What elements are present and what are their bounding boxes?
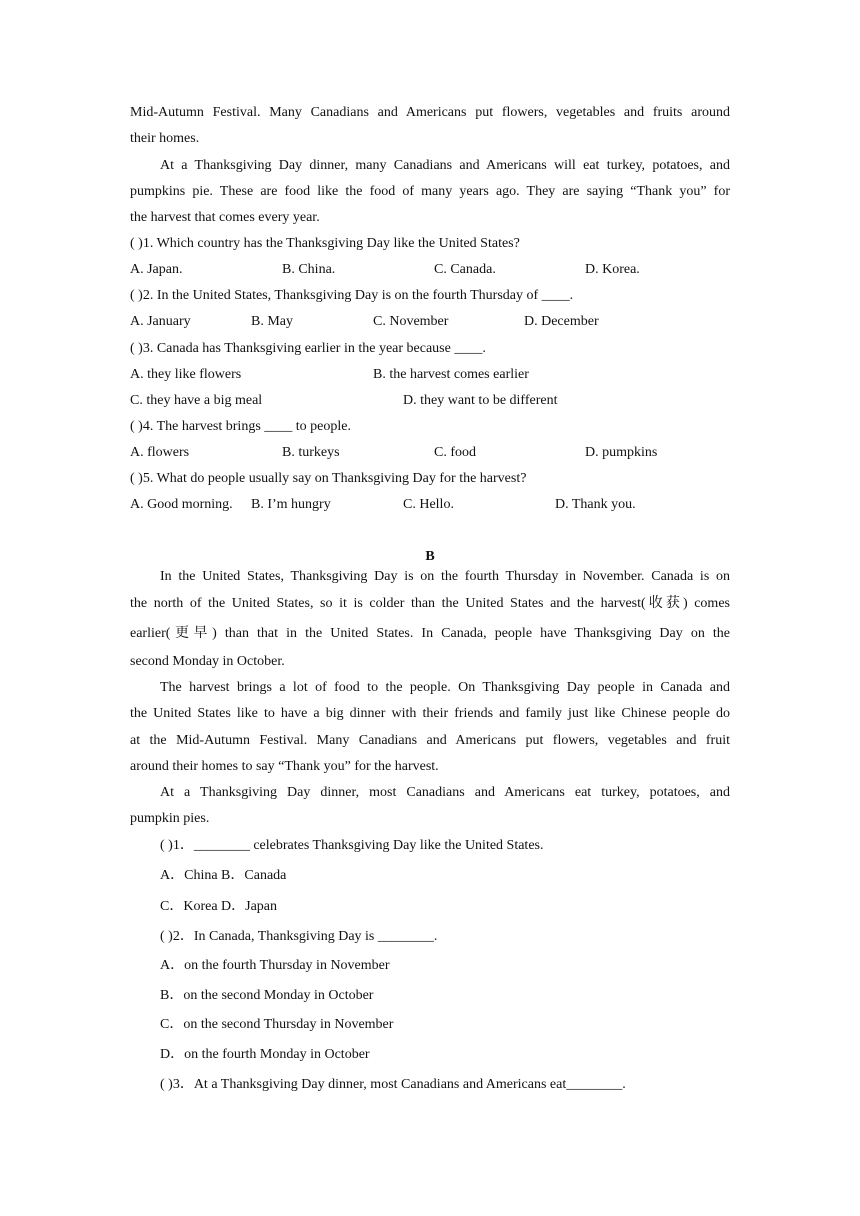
option: D. they want to be different xyxy=(403,393,558,408)
passage-b-line: the United States like to have a big dinner with their friends and family just like Chinese people do xyxy=(130,706,730,721)
option: A．on the fourth Thursday in November xyxy=(160,958,390,973)
option: A. flowers xyxy=(130,445,190,460)
option: B. I’m hungry xyxy=(251,497,331,512)
option: B. the harvest comes earlier xyxy=(373,367,529,382)
question-stem: ( )1．________ celebrates Thanksgiving Day like the United States. xyxy=(160,838,544,853)
question-stem: ( )2．In Canada, Thanksgiving Day is ________. xyxy=(160,929,438,944)
option: C. food xyxy=(434,445,476,460)
question-stem: ( )3．At a Thanksgiving Day dinner, most Canadians and Americans eat________. xyxy=(160,1077,626,1092)
passage-a-line: the harvest that comes every year. xyxy=(130,210,320,225)
passage-b-line: At a Thanksgiving Day dinner, most Canadians and Americans eat turkey, potatoes, and xyxy=(160,785,730,800)
option: C. Hello. xyxy=(403,497,454,512)
option: A. Good morning. xyxy=(130,497,233,512)
option: A. January xyxy=(130,314,191,329)
question-stem: ( )2. In the United States, Thanksgiving Day is on the fourth Thursday of ____. xyxy=(130,288,574,303)
passage-b-line: In the United States, Thanksgiving Day is on the fourth Thursday in November. Canada is on xyxy=(160,569,730,584)
passage-a-line: Mid-Autumn Festival. Many Canadians and Americans put flowers, vegetables and fruits around xyxy=(130,105,730,120)
question-stem: ( )1. Which country has the Thanksgiving Day like the United States? xyxy=(130,236,520,251)
option: D. Korea. xyxy=(585,262,640,277)
option: A. they like flowers xyxy=(130,367,242,382)
option: A．China B．Canada xyxy=(160,868,287,883)
option: C．on the second Thursday in November xyxy=(160,1017,394,1032)
option: C. Canada. xyxy=(434,262,496,277)
option: B. May xyxy=(251,314,293,329)
option: C. they have a big meal xyxy=(130,393,263,408)
option: B．on the second Monday in October xyxy=(160,988,374,1003)
question-stem: ( )5. What do people usually say on Thanksgiving Day for the harvest? xyxy=(130,471,527,486)
passage-b-line: earlier(更早) than that in the United States. In Canada, people have Thanksgiving Day on the xyxy=(130,626,730,641)
question-stem: ( )3. Canada has Thanksgiving earlier in the year because ____. xyxy=(130,341,486,356)
option: B. turkeys xyxy=(282,445,340,460)
passage-b-line: The harvest brings a lot of food to the people. On Thanksgiving Day people in Canada and xyxy=(160,680,730,695)
passage-b-line: the north of the United States, so it is colder than the United States and the harvest(收获) comes xyxy=(130,596,730,611)
option: C. November xyxy=(373,314,449,329)
passage-a-line: At a Thanksgiving Day dinner, many Canadians and Americans will eat turkey, potatoes, and xyxy=(160,158,730,173)
option: A. Japan. xyxy=(130,262,183,277)
section-heading: B xyxy=(425,549,435,564)
option: D. December xyxy=(524,314,599,329)
passage-b-line: around their homes to say “Thank you” for the harvest. xyxy=(130,759,439,774)
option: D. Thank you. xyxy=(555,497,636,512)
option: C．Korea D．Japan xyxy=(160,899,278,914)
passage-a-line: their homes. xyxy=(130,131,200,146)
option: B. China. xyxy=(282,262,336,277)
passage-a-line: pumpkins pie. These are food like the food of many years ago. They are saying “Thank you” for xyxy=(130,184,730,199)
passage-b-line: at the Mid-Autumn Festival. Many Canadians and Americans put flowers, vegetables and fruit xyxy=(130,733,730,748)
passage-b-line: second Monday in October. xyxy=(130,654,285,669)
passage-b-line: pumpkin pies. xyxy=(130,811,210,826)
question-stem: ( )4. The harvest brings ____ to people. xyxy=(130,419,351,434)
option: D. pumpkins xyxy=(585,445,658,460)
option: D．on the fourth Monday in October xyxy=(160,1047,370,1062)
